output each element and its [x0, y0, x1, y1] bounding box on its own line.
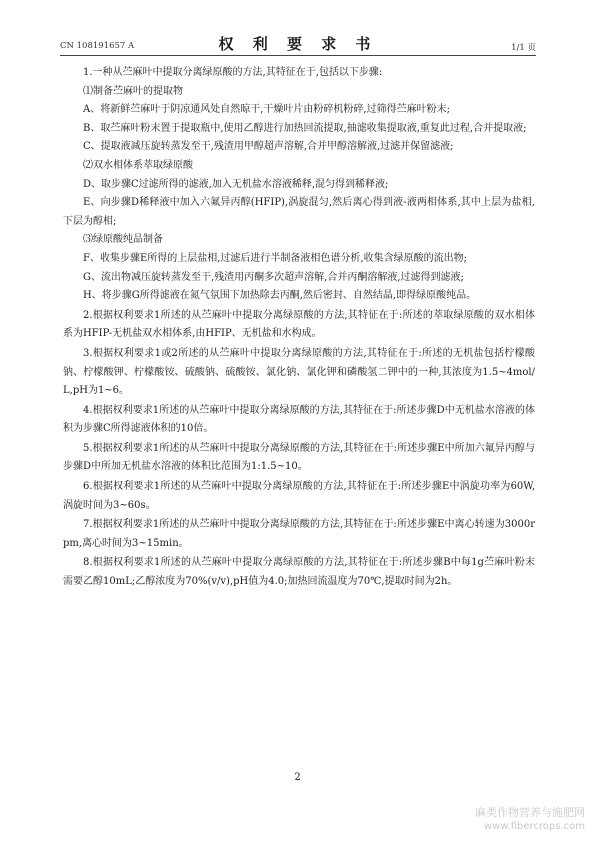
claim-5: 5.根据权利要求1所述的从苎麻叶中提取分离绿原酸的方法,其特征在于:所述步骤E中所加六氟异丙醇与步骤D中所加无机盐水溶液的体积比范围为1:1.5~10。: [63, 442, 535, 473]
claim-4: 4.根据权利要求1所述的从苎麻叶中提取分离绿原酸的方法,其特征在于:所述步骤D中无机盐水溶液的体积为步骤C所得滤液体积的10倍。: [63, 404, 535, 435]
page-indicator: 1/1 页: [511, 43, 536, 53]
section-heading-1: ⑴制备苎麻叶的提取物: [83, 85, 183, 97]
step-e: E、向步骤D稀释液中加入六氟异丙醇(HFIP),涡旋混匀,然后离心得到液-液两相体系,其中上层为盐相,下层为醇相;: [63, 197, 535, 227]
claim-2: 2.根据权利要求1所述的从苎麻叶中提取分离绿原酸的方法,其特征在于:所述的萃取绿原酸的双水相体系为HFIP-无机盐双水相体系,由HFIP、无机盐和水构成。: [63, 309, 535, 340]
claim-7: 7.根据权利要求1所述的从苎麻叶中提取分离绿原酸的方法,其特征在于:所述步骤E中离心转速为3000rpm,离心时间为3~15min。: [63, 519, 535, 549]
page-number: 2: [294, 772, 301, 783]
watermark-title: 麻类作物营养与施肥网: [475, 806, 585, 819]
watermark-url: www.fibercrops.com: [483, 821, 585, 832]
step-g: G、流出物减压旋转蒸发至干,残渣用丙酮多次超声溶解,合并丙酮溶解液,过滤得到滤液;: [83, 271, 464, 283]
document-title: 权 利 要 求 书: [218, 35, 378, 53]
publication-number: CN 108191657 A: [60, 41, 135, 51]
claim-6: 6.根据权利要求1所述的从苎麻叶中提取分离绿原酸的方法,其特征在于:所述步骤E中涡旋功率为60W,涡旋时间为3~60s。: [63, 481, 535, 511]
site-watermark: [475, 806, 585, 834]
header-rule: [60, 55, 536, 56]
claim-8: 8.根据权利要求1所述的从苎麻叶中提取分离绿原酸的方法,其特征在于:所述步骤B中每1g苎麻叶粉末需要乙醇10mL;乙醇浓度为70%(v/v),pH值为4.0;加热回流温度为70℃,提取时间为2h。: [63, 557, 535, 588]
step-d: D、取步骤C过滤所得的滤液,加入无机盐水溶液稀释,混匀得到稀释液;: [83, 178, 389, 190]
claim-1-intro: 1.一种从苎麻叶中提取分离绿原酸的方法,其特征在于,包括以下步骤:: [83, 67, 383, 78]
step-c: C、提取液减压旋转蒸发至干,残渣用甲醇超声溶解,合并甲醇溶解液,过滤并保留滤液;: [83, 141, 454, 153]
section-heading-3: ⑶绿原酸纯品制备: [83, 234, 163, 246]
section-heading-2: ⑵双水相体系萃取绿原酸: [83, 159, 193, 171]
page-header: [60, 29, 536, 53]
step-b: B、取苎麻叶粉末置于提取瓶中,使用乙醇进行加热回流提取,抽滤收集提取液,重复此过程,合并提取液;: [83, 122, 527, 134]
claim-3: 3.根据权利要求1或2所述的从苎麻叶中提取分离绿原酸的方法,其特征在于:所述的无机盐包括柠檬酸钠、柠檬酸钾、柠檬酸铵、硫酸钠、硫酸铵、氯化钠、氯化钾和磷酸氢二钾中的一种,其浓度为1.5~4mol/L,pH为1~6。: [63, 347, 535, 397]
step-h: H、将步骤G所得滤液在氮气氛围下加热除去丙酮,然后密封、自然结晶,即得绿原酸纯品。: [83, 290, 477, 302]
step-a: A、将新鲜苎麻叶于阴凉通风处自然晾干,干燥叶片由粉碎机粉碎,过筛得苎麻叶粉末;: [83, 104, 450, 116]
claims-body: [63, 64, 535, 592]
step-f: F、收集步骤E所得的上层盐相,过滤后进行半制备液相色谱分析,收集含绿原酸的流出物;: [83, 252, 467, 264]
